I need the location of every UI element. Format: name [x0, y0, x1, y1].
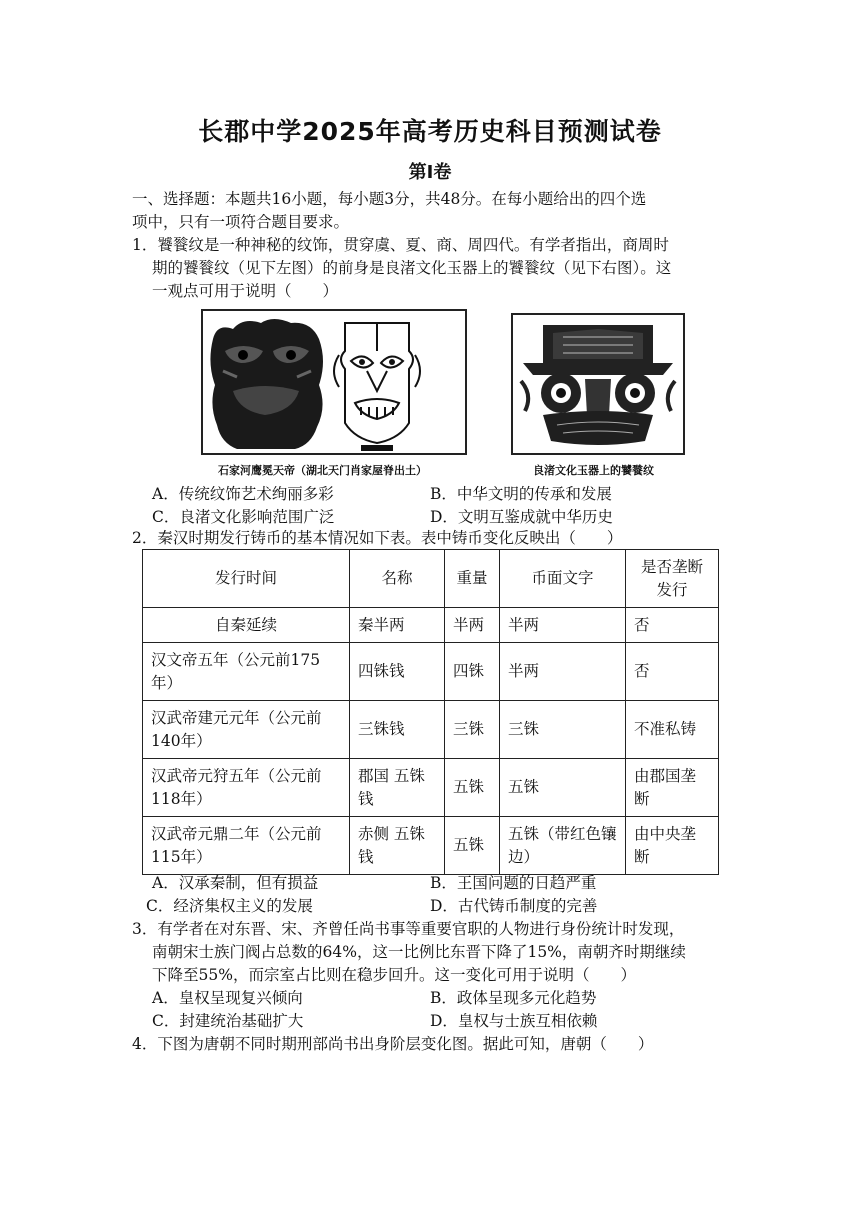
- table-cell: 汉武帝元狩五年（公元前118年）: [143, 759, 350, 817]
- q2-option-a[interactable]: A．汉承秦制，但有损益: [152, 874, 319, 892]
- table-cell: 郡国 五铢钱: [350, 759, 445, 817]
- table-cell: 汉武帝元鼎二年（公元前115年）: [143, 817, 350, 875]
- q1-option-d[interactable]: D．文明互鉴成就中华历史: [430, 508, 613, 526]
- liangzhu-taotie-illustration: [513, 315, 683, 453]
- q1-option-b[interactable]: B．中华文明的传承和发展: [430, 485, 612, 503]
- q1-figure-right: [511, 313, 685, 455]
- bronze-mask-illustration: [203, 311, 465, 453]
- table-cell: 五铢: [445, 759, 500, 817]
- table-cell: 五铢: [445, 817, 500, 875]
- q1-figure-left: [201, 309, 467, 455]
- table-cell: 不准私铸: [626, 701, 719, 759]
- table-cell: 否: [626, 608, 719, 643]
- table-cell: 汉文帝五年（公元前175年）: [143, 643, 350, 701]
- q3-option-d[interactable]: D．皇权与士族互相依赖: [430, 1012, 598, 1030]
- table-row: [143, 643, 719, 701]
- q2-stem: 2．秦汉时期发行铸币的基本情况如下表。表中铸币变化反映出（ ）: [132, 529, 623, 547]
- table-row: [143, 759, 719, 817]
- instructions-line-1: 一、选择题：本题共16小题，每小题3分，共48分。在每小题给出的四个选: [132, 190, 647, 208]
- q2-option-c[interactable]: C．经济集权主义的发展: [146, 897, 313, 915]
- q3-stem-line-2: 南朝宋士族门阀占总数的64%，这一比例比东晋下降了15%，南朝齐时期继续: [152, 943, 686, 961]
- q1-figure-left-caption: 石家河鹰冕天帝（湖北天门肖家屋脊出土）: [218, 464, 427, 477]
- q4-stem: 4．下图为唐朝不同时期刑部尚书出身阶层变化图。据此可知，唐朝（ ）: [132, 1035, 654, 1053]
- table-cell: 五铢: [500, 759, 626, 817]
- table-header-cell: 是否垄断发行: [626, 550, 719, 608]
- q3-stem-line-3: 下降至55%，而宗室占比则在稳步回升。这一变化可用于说明（ ）: [152, 966, 636, 984]
- volume-heading: 第Ⅰ卷: [408, 162, 452, 183]
- exam-title: 长郡中学2025年高考历史科目预测试卷: [198, 117, 662, 146]
- table-cell: 否: [626, 643, 719, 701]
- table-cell: 四铢钱: [350, 643, 445, 701]
- q3-stem-line-1: 3．有学者在对东晋、宋、齐曾任尚书事等重要官职的人物进行身份统计时发现，: [132, 920, 685, 938]
- table-cell: 四铢: [445, 643, 500, 701]
- q1-figure-right-caption: 良渚文化玉器上的饕餮纹: [533, 464, 654, 477]
- table-row: [143, 817, 719, 875]
- table-header-cell: 币面文字: [500, 550, 626, 608]
- table-cell: 三铢钱: [350, 701, 445, 759]
- table-header-row: [143, 550, 719, 608]
- q3-option-c[interactable]: C．封建统治基础扩大: [152, 1012, 304, 1030]
- table-cell: 自秦延续: [143, 608, 350, 643]
- q3-option-a[interactable]: A．皇权呈现复兴倾向: [152, 989, 303, 1007]
- q3-option-b[interactable]: B．政体呈现多元化趋势: [430, 989, 597, 1007]
- table-cell: 赤侧 五铢钱: [350, 817, 445, 875]
- table-cell: 半两: [500, 643, 626, 701]
- table-cell: 秦半两: [350, 608, 445, 643]
- q2-option-d[interactable]: D．古代铸币制度的完善: [430, 897, 598, 915]
- table-cell: 汉武帝建元元年（公元前140年）: [143, 701, 350, 759]
- table-row: [143, 608, 719, 643]
- table-cell: 半两: [500, 608, 626, 643]
- table-cell: 由郡国垄断: [626, 759, 719, 817]
- table-header-cell: 名称: [350, 550, 445, 608]
- table-cell: 五铢（带红色镶边）: [500, 817, 626, 875]
- table-cell: 三铢: [500, 701, 626, 759]
- table-cell: 由中央垄断: [626, 817, 719, 875]
- table-row: [143, 701, 719, 759]
- q1-stem-line-1: 1．饕餮纹是一种神秘的纹饰，贯穿虞、夏、商、周四代。有学者指出，商周时: [132, 236, 669, 254]
- table-cell: 三铢: [445, 701, 500, 759]
- coinage-table: [142, 549, 719, 875]
- table-header-cell: 重量: [445, 550, 500, 608]
- table-cell: 半两: [445, 608, 500, 643]
- q1-stem-line-2: 期的饕餮纹（见下左图）的前身是良渚文化玉器上的饕餮纹（见下右图）。这: [152, 259, 672, 277]
- q2-option-b[interactable]: B．王国问题的日趋严重: [430, 874, 597, 892]
- instructions-line-2: 项中，只有一项符合题目要求。: [132, 213, 350, 231]
- table-header-cell: 发行时间: [143, 550, 350, 608]
- q1-option-a[interactable]: A．传统纹饰艺术绚丽多彩: [152, 485, 334, 503]
- q1-option-c[interactable]: C．良渚文化影响范围广泛: [152, 508, 335, 526]
- q1-stem-line-3: 一观点可用于说明（ ）: [152, 282, 339, 300]
